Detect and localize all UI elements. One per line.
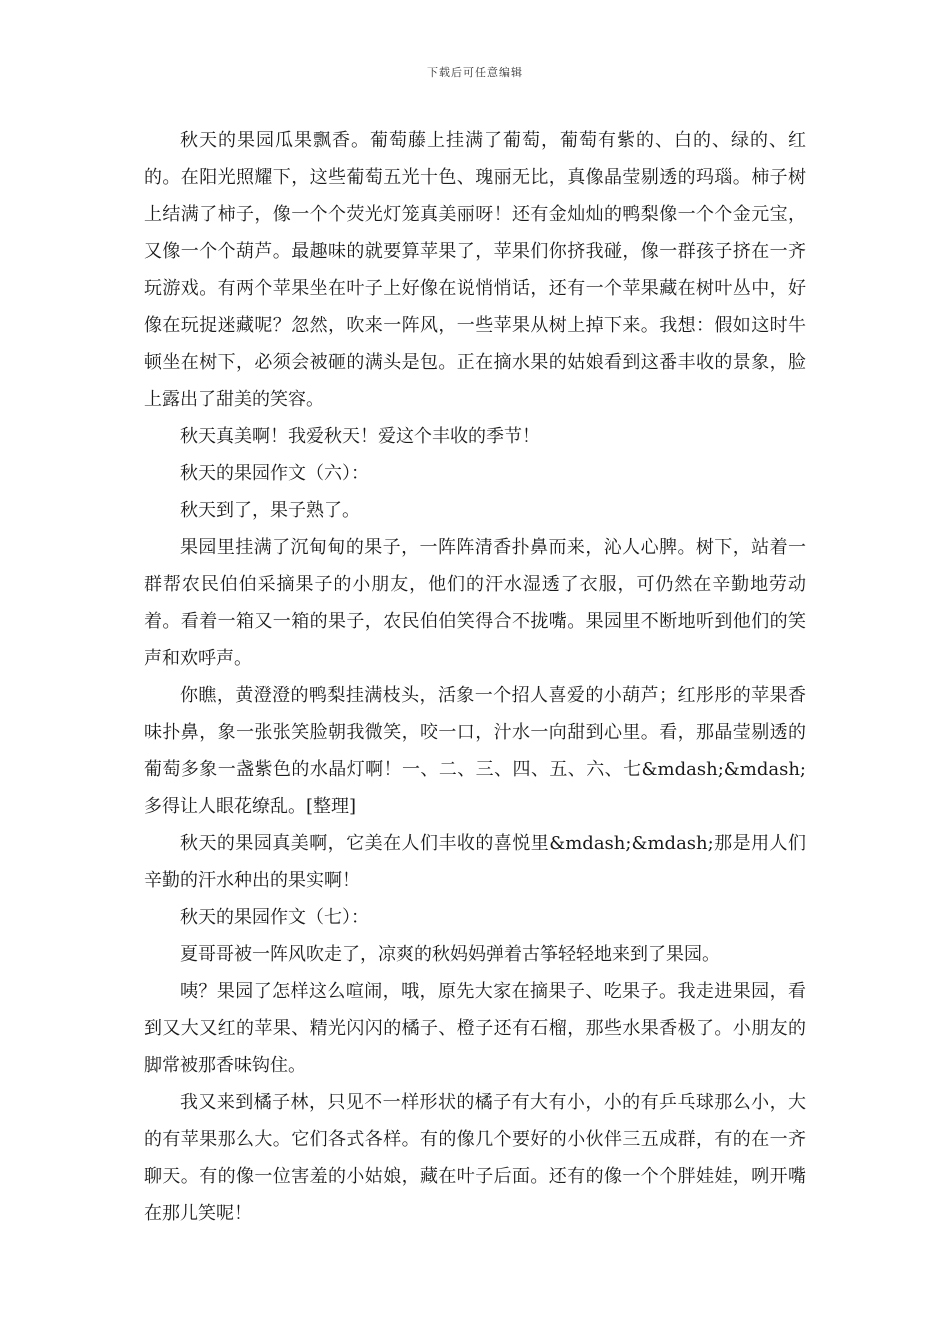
paragraph: 秋天的果园真美啊，它美在人们丰收的喜悦里&mdash;&mdash;那是用人们辛勤的汗水种出的果实啊！ <box>144 833 806 891</box>
paragraph: 你瞧，黄澄澄的鸭梨挂满枝头，活象一个招人喜爱的小葫芦；红彤彤的苹果香味扑鼻，象一张张笑脸朝我微笑，咬一口，汁水一向甜到心里。看，那晶莹剔透的葡萄多象一盏紫色的水晶灯啊！一、二、三、四、五、六、七&mdash;&mdash;多得让人眼花缭乱。[整理] <box>144 685 806 817</box>
paragraph: 秋天到了，果子熟了。 <box>180 500 360 521</box>
paragraph: 果园里挂满了沉甸甸的果子，一阵阵清香扑鼻而来，沁人心脾。树下，站着一群帮农民伯伯采摘果子的小朋友，他们的汗水湿透了衣服，可仍然在辛勤地劳动着。看着一箱又一箱的果子，农民伯伯笑得合不拢嘴。果园里不断地听到他们的笑声和欢呼声。 <box>144 537 806 669</box>
section-heading: 秋天的果园作文（六）： <box>180 463 369 484</box>
paragraph: 秋天真美啊！我爱秋天！爱这个丰收的季节！ <box>180 426 540 447</box>
section-heading: 秋天的果园作文（七）： <box>180 907 369 928</box>
paragraph: 夏哥哥被一阵风吹走了，凉爽的秋妈妈弹着古筝轻轻地来到了果园。 <box>180 944 720 965</box>
paragraph: 秋天的果园瓜果飘香。葡萄藤上挂满了葡萄，葡萄有紫的、白的、绿的、红的。在阳光照耀下，这些葡萄五光十色、瑰丽无比，真像晶莹剔透的玛瑙。柿子树上结满了柿子，像一个个荧光灯笼真美丽呀！还有金灿灿的鸭梨像一个个金元宝，又像一个个葫芦。最趣味的就要算苹果了，苹果们你挤我碰，像一群孩子挤在一齐玩游戏。有两个苹果坐在叶子上好像在说悄悄话，还有一个苹果藏在树叶丛中，好像在玩捉迷藏呢？忽然，吹来一阵风，一些苹果从树上掉下来。我想：假如这时牛顿坐在树下，必须会被砸的满头是包。正在摘水果的姑娘看到这番丰收的景象，脸上露出了甜美的笑容。 <box>144 130 806 410</box>
paragraph: 我又来到橘子林，只见不一样形状的橘子有大有小，小的有乒乓球那么小，大的有苹果那么大。它们各式各样。有的像几个要好的小伙伴三五成群，有的在一齐聊天。有的像一位害羞的小姑娘，藏在叶子后面。还有的像一个个胖娃娃，咧开嘴在那儿笑呢！ <box>144 1092 806 1224</box>
paragraph: 咦？果园了怎样这么喧闹，哦，原先大家在摘果子、吃果子。我走进果园，看到又大又红的苹果、精光闪闪的橘子、橙子还有石榴，那些水果香极了。小朋友的脚常被那香味钩住。 <box>144 981 806 1076</box>
header-note: 下载后可任意编辑 <box>427 66 523 79</box>
document-body <box>144 122 806 1232</box>
